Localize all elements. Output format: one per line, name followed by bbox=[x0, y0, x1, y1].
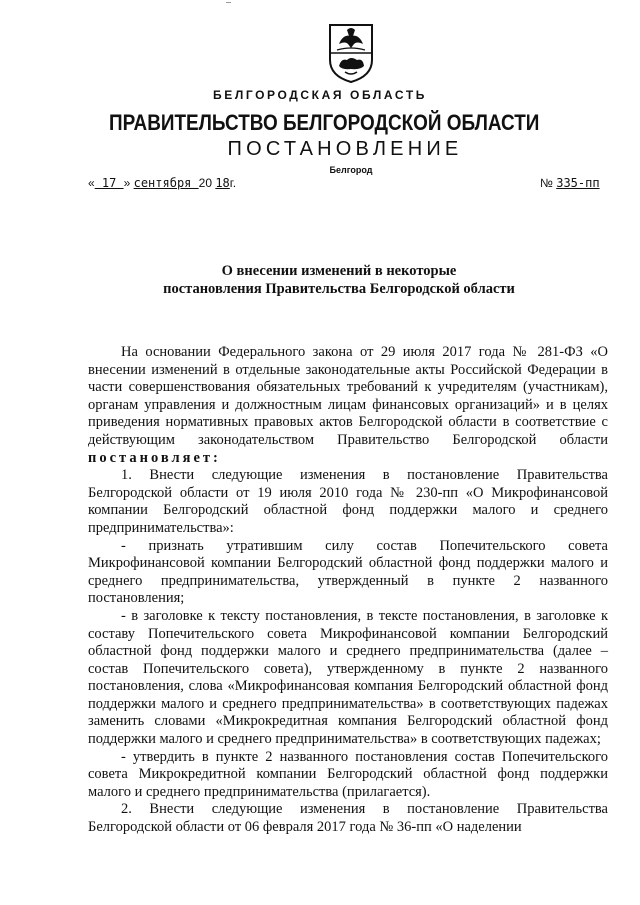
paragraph-item-1-a: - признать утратившим силу состав Попечительского совета Микрофинансовой компании Белгородский областной фонд поддержки малого и среднего предпринимательства, утвержденный в пункте 2 названного постановления; bbox=[88, 537, 608, 607]
preamble-text: На основании Федерального закона от 29 июля 2017 года № 281-ФЗ «О внесении изменений в отдельные законодательные акты Российской Федерации в части совершенствования обязательных требований к учредителям (участникам), органам управления и должностным лицам финансовых организаций» и в целях приведения нормативных правовых актов Белгородской области в соответствие с действующим законодательством Правительство Белгородской области bbox=[88, 344, 608, 448]
date-day: 17 bbox=[94, 176, 124, 190]
paragraph-item-2: 2. Внести следующие изменения в постановление Правительства Белгородской области от 06 февраля 2017 года № 36-пп «О наделении bbox=[88, 801, 608, 836]
government-name: ПРАВИТЕЛЬСТВО БЕЛГОРОДСКОЙ ОБЛАСТИ bbox=[108, 110, 540, 135]
region-name: БЕЛГОРОДСКАЯ ОБЛАСТЬ bbox=[213, 88, 427, 102]
number-prefix: № bbox=[540, 176, 557, 190]
title-line-1: О внесении изменений в некоторые bbox=[221, 263, 457, 279]
date-month: сентября bbox=[133, 176, 199, 190]
date-year: 18 bbox=[215, 176, 230, 190]
date-century: 20 bbox=[198, 176, 216, 190]
document-title bbox=[0, 262, 640, 298]
title-line-2: постановления Правительства Белгородской области bbox=[163, 281, 515, 297]
document-body bbox=[88, 344, 608, 837]
document-date bbox=[88, 176, 236, 190]
date-close-quote: » bbox=[123, 176, 134, 190]
number-value: 335-пп bbox=[556, 176, 600, 190]
paragraph-item-1-c: - утвердить в пункте 2 названного постановления состав Попечительского совета Микрокредитной компании Белгородский областной фонд поддержки малого и среднего предпринимательства (прилагается). bbox=[88, 748, 608, 800]
paragraph-item-1-b: - в заголовке к тексту постановления, в тексте постановления, в заголовке к составу Попечительского совета Микрофинансовой компании Белгородский областной фонд поддержки малого и среднего предпринимательства (далее – состав Попечительского совета), утвержденному в пункте 2 названного постановления, слова «Микрофинансовая компания Белгородский областной фонд поддержки малого и среднего предпринимательства» в соответствующих падежах заменить словами «Микрокредитная компания Белгородский областной фонд поддержки малого и среднего предпринимательства» в соответствующих падежах; bbox=[88, 607, 608, 748]
document-number bbox=[540, 176, 600, 190]
paragraph-preamble bbox=[88, 344, 608, 467]
paragraph-item-1: 1. Внести следующие изменения в постановление Правительства Белгородской области от 19 июля 2010 года № 230-пп «О Микрофинансовой компании Белгородский областной фонд поддержки малого и среднего предпринимательства»: bbox=[88, 467, 608, 536]
document-type: ПОСТАНОВЛЕНИЕ bbox=[227, 138, 463, 160]
coat-of-arms-icon bbox=[327, 22, 375, 84]
date-open-quote: « bbox=[88, 176, 95, 190]
date-suffix: г. bbox=[229, 176, 237, 190]
city-name: Белгород bbox=[329, 165, 373, 175]
resolves-word: постановляет: bbox=[88, 449, 221, 466]
scan-mark bbox=[226, 2, 231, 3]
